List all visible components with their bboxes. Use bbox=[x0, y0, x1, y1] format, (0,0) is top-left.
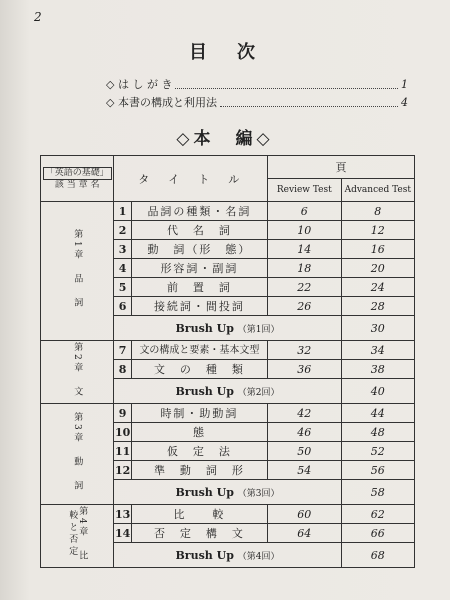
advanced-page: 56 bbox=[341, 461, 414, 480]
lesson-number: 7 bbox=[114, 341, 131, 360]
brush-up-label: Brush Up bbox=[175, 485, 234, 499]
advanced-header: Advanced Test bbox=[341, 179, 414, 202]
lesson-number: 1 bbox=[114, 202, 131, 221]
page-number: 2 bbox=[34, 10, 42, 24]
review-page: 60 bbox=[268, 505, 341, 524]
lesson-number: 13 bbox=[114, 505, 131, 524]
lesson-title[interactable]: 態 bbox=[131, 423, 267, 442]
chapter-header-box: 「英語の基礎」 bbox=[43, 167, 112, 180]
advanced-page: 12 bbox=[341, 221, 414, 240]
review-page: 46 bbox=[268, 423, 341, 442]
lesson-number: 9 bbox=[114, 404, 131, 423]
toc-label: ◇ 本書の構成と利用法 bbox=[106, 96, 217, 109]
review-page: 26 bbox=[268, 297, 341, 316]
chapter-label: 第1章 品 詞 bbox=[72, 228, 83, 310]
advanced-page: 34 bbox=[341, 341, 414, 360]
advanced-page: 16 bbox=[341, 240, 414, 259]
lesson-title[interactable]: 準 動 詞 形 bbox=[131, 461, 267, 480]
advanced-page: 48 bbox=[341, 423, 414, 442]
brush-up-round: （第1回） bbox=[237, 324, 280, 335]
lesson-title[interactable]: 代 名 詞 bbox=[131, 221, 267, 240]
toc-entry-usage[interactable] bbox=[106, 94, 408, 110]
chapter-cell bbox=[41, 202, 114, 341]
review-page: 6 bbox=[268, 202, 341, 221]
review-page: 32 bbox=[268, 341, 341, 360]
lesson-number: 5 bbox=[114, 278, 131, 297]
lesson-number: 2 bbox=[114, 221, 131, 240]
brush-up-round: （第3回） bbox=[237, 488, 280, 499]
advanced-page: 62 bbox=[341, 505, 414, 524]
chapter-header-sub: 該 当 章 名 bbox=[54, 179, 100, 190]
brush-up-label: Brush Up bbox=[175, 548, 234, 562]
contents-table bbox=[40, 155, 415, 568]
leader-dots bbox=[220, 98, 398, 107]
lesson-title[interactable]: 比 較 bbox=[131, 505, 267, 524]
advanced-page: 38 bbox=[341, 360, 414, 379]
title-header: タ イ ト ル bbox=[114, 156, 268, 202]
leader-dots bbox=[175, 80, 398, 89]
lesson-number: 4 bbox=[114, 259, 131, 278]
toc-page: 1 bbox=[401, 77, 408, 91]
lesson-number: 11 bbox=[114, 442, 131, 461]
toc-page: 4 bbox=[401, 95, 408, 109]
chapter-label: 第3章 動 詞 bbox=[72, 411, 83, 493]
review-page: 10 bbox=[268, 221, 341, 240]
lesson-number: 8 bbox=[114, 360, 131, 379]
lesson-number: 10 bbox=[114, 423, 131, 442]
brush-up-label: Brush Up bbox=[175, 321, 234, 335]
advanced-page: 44 bbox=[341, 404, 414, 423]
brush-up-label: Brush Up bbox=[175, 384, 234, 398]
lesson-title[interactable]: 文の構成と要素・基本文型 bbox=[131, 341, 267, 360]
review-page: 14 bbox=[268, 240, 341, 259]
review-page: 18 bbox=[268, 259, 341, 278]
advanced-page: 28 bbox=[341, 297, 414, 316]
advanced-page: 52 bbox=[341, 442, 414, 461]
review-page: 42 bbox=[268, 404, 341, 423]
brush-up-entry[interactable] bbox=[114, 543, 341, 568]
brush-up-page: 30 bbox=[341, 316, 414, 341]
brush-up-round: （第2回） bbox=[237, 387, 280, 398]
chapter-label: 第2章 文 bbox=[72, 341, 83, 399]
lesson-title[interactable]: 接続詞・間投詞 bbox=[131, 297, 267, 316]
brush-up-entry[interactable] bbox=[114, 480, 341, 505]
advanced-page: 66 bbox=[341, 524, 414, 543]
brush-up-page: 68 bbox=[341, 543, 414, 568]
review-page: 22 bbox=[268, 278, 341, 297]
page-title: 目 次 bbox=[189, 42, 261, 63]
lesson-title[interactable]: 文 の 種 類 bbox=[131, 360, 267, 379]
review-page: 36 bbox=[268, 360, 341, 379]
chapter-cell bbox=[41, 341, 114, 404]
toc-label: ◇ は し が き bbox=[106, 78, 173, 91]
brush-up-round: （第4回） bbox=[237, 551, 280, 562]
lesson-title[interactable]: 仮 定 法 bbox=[131, 442, 267, 461]
brush-up-entry[interactable] bbox=[114, 379, 341, 404]
chapter-header bbox=[41, 156, 114, 202]
chapter-label: 第4章 比較と否定 bbox=[67, 505, 88, 563]
brush-up-entry[interactable] bbox=[114, 316, 341, 341]
page-header: 頁 bbox=[268, 156, 415, 179]
review-page: 64 bbox=[268, 524, 341, 543]
lesson-number: 3 bbox=[114, 240, 131, 259]
review-page: 50 bbox=[268, 442, 341, 461]
brush-up-page: 58 bbox=[341, 480, 414, 505]
lesson-number: 12 bbox=[114, 461, 131, 480]
lesson-title[interactable]: 時制・助動詞 bbox=[131, 404, 267, 423]
lesson-number: 14 bbox=[114, 524, 131, 543]
lesson-title[interactable]: 前 置 詞 bbox=[131, 278, 267, 297]
lesson-title[interactable]: 形容詞・副詞 bbox=[131, 259, 267, 278]
advanced-page: 24 bbox=[341, 278, 414, 297]
lesson-title[interactable]: 動 詞（形 態） bbox=[131, 240, 267, 259]
toc-entry-preface[interactable] bbox=[106, 76, 408, 92]
section-heading: ◇本 編◇ bbox=[176, 129, 274, 149]
lesson-title[interactable]: 品詞の種類・名詞 bbox=[131, 202, 267, 221]
review-header: Review Test bbox=[268, 179, 341, 202]
advanced-page: 8 bbox=[341, 202, 414, 221]
lesson-number: 6 bbox=[114, 297, 131, 316]
advanced-page: 20 bbox=[341, 259, 414, 278]
brush-up-page: 40 bbox=[341, 379, 414, 404]
chapter-cell bbox=[41, 404, 114, 505]
chapter-cell bbox=[41, 505, 114, 568]
review-page: 54 bbox=[268, 461, 341, 480]
lesson-title[interactable]: 否 定 構 文 bbox=[131, 524, 267, 543]
